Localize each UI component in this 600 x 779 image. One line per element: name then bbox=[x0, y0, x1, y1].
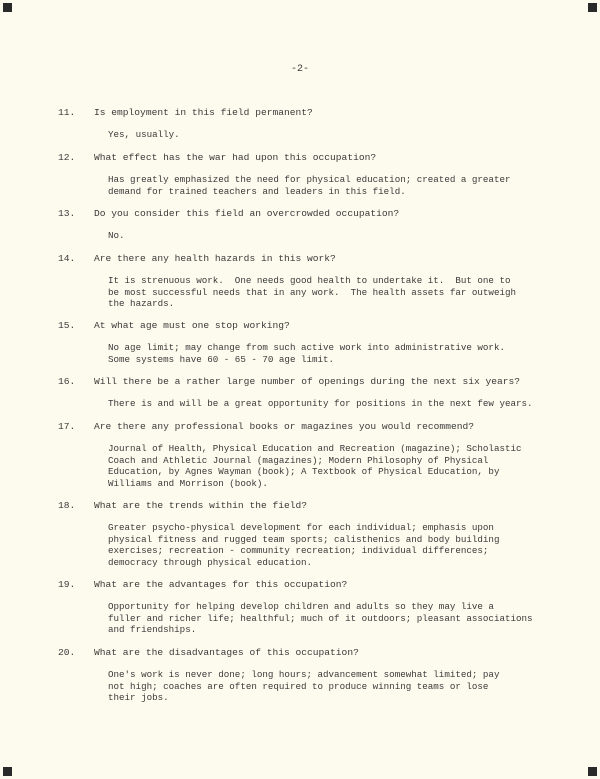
question-number: 13. bbox=[58, 208, 76, 219]
question-number: 14. bbox=[58, 253, 76, 264]
answer-text: Yes, usually. bbox=[108, 129, 180, 140]
question-text: Are there any health hazards in this work? bbox=[94, 253, 336, 264]
question-number: 15. bbox=[58, 320, 76, 331]
answer-text: It is strenuous work. One needs good health to undertake it. But one to be most successful needs that in any work. The health assets far outweigh the hazards. bbox=[108, 275, 516, 310]
answer-text: Journal of Health, Physical Education and Recreation (magazine); Scholastic Coach and Athletic Journal (magazines); Modern Philosophy of Physical Education, by Agnes Wayman (book); A Textbook of Physical Education, by Williams and Morrison (book). bbox=[108, 443, 522, 489]
question-number: 19. bbox=[58, 579, 76, 590]
question-number: 12. bbox=[58, 152, 76, 163]
corner-mark bbox=[3, 767, 12, 776]
question-text: Are there any professional books or magazines you would recommend? bbox=[94, 421, 474, 432]
question-text: What are the advantages for this occupation? bbox=[94, 579, 348, 590]
answer-text: Greater psycho-physical development for each individual; emphasis upon physical fitness and rugged team sports; calisthenics and body building exercises; recreation - community recreation; individual differences; democracy through physical education. bbox=[108, 522, 500, 568]
question-text: What are the trends within the field? bbox=[94, 500, 308, 511]
question-number: 11. bbox=[58, 107, 76, 118]
question-text: Will there be a rather large number of openings during the next six years? bbox=[94, 376, 521, 387]
answer-text: No age limit; may change from such active work into administrative work. Some systems have 60 - 65 - 70 age limit. bbox=[108, 342, 505, 365]
question-number: 16. bbox=[58, 376, 76, 387]
question-number: 18. bbox=[58, 500, 76, 511]
question-number: 17. bbox=[58, 421, 76, 432]
corner-mark bbox=[588, 767, 597, 776]
question-text: What are the disadvantages of this occupation? bbox=[94, 647, 359, 658]
answer-text: There is and will be a great opportunity for positions in the next few years. bbox=[108, 398, 533, 409]
answer-text: Has greatly emphasized the need for physical education; created a greater demand for trained teachers and leaders in this field. bbox=[108, 174, 511, 197]
page-number: -2- bbox=[290, 64, 309, 75]
question-text: At what age must one stop working? bbox=[94, 320, 290, 331]
question-text: What effect has the war had upon this occupation? bbox=[94, 152, 377, 163]
corner-mark bbox=[3, 3, 12, 12]
answer-text: No. bbox=[108, 230, 125, 241]
question-number: 20. bbox=[58, 647, 76, 658]
corner-mark bbox=[588, 3, 597, 12]
question-text: Do you consider this field an overcrowded occupation? bbox=[94, 208, 400, 219]
answer-text: One's work is never done; long hours; advancement somewhat limited; pay not high; coaches are often required to produce winning teams or lose their jobs. bbox=[108, 669, 500, 704]
question-text: Is employment in this field permanent? bbox=[94, 107, 313, 118]
answer-text: Opportunity for helping develop children and adults so they may live a fuller and richer life; healthful; much of it outdoors; pleasant associations and friendships. bbox=[108, 601, 533, 636]
